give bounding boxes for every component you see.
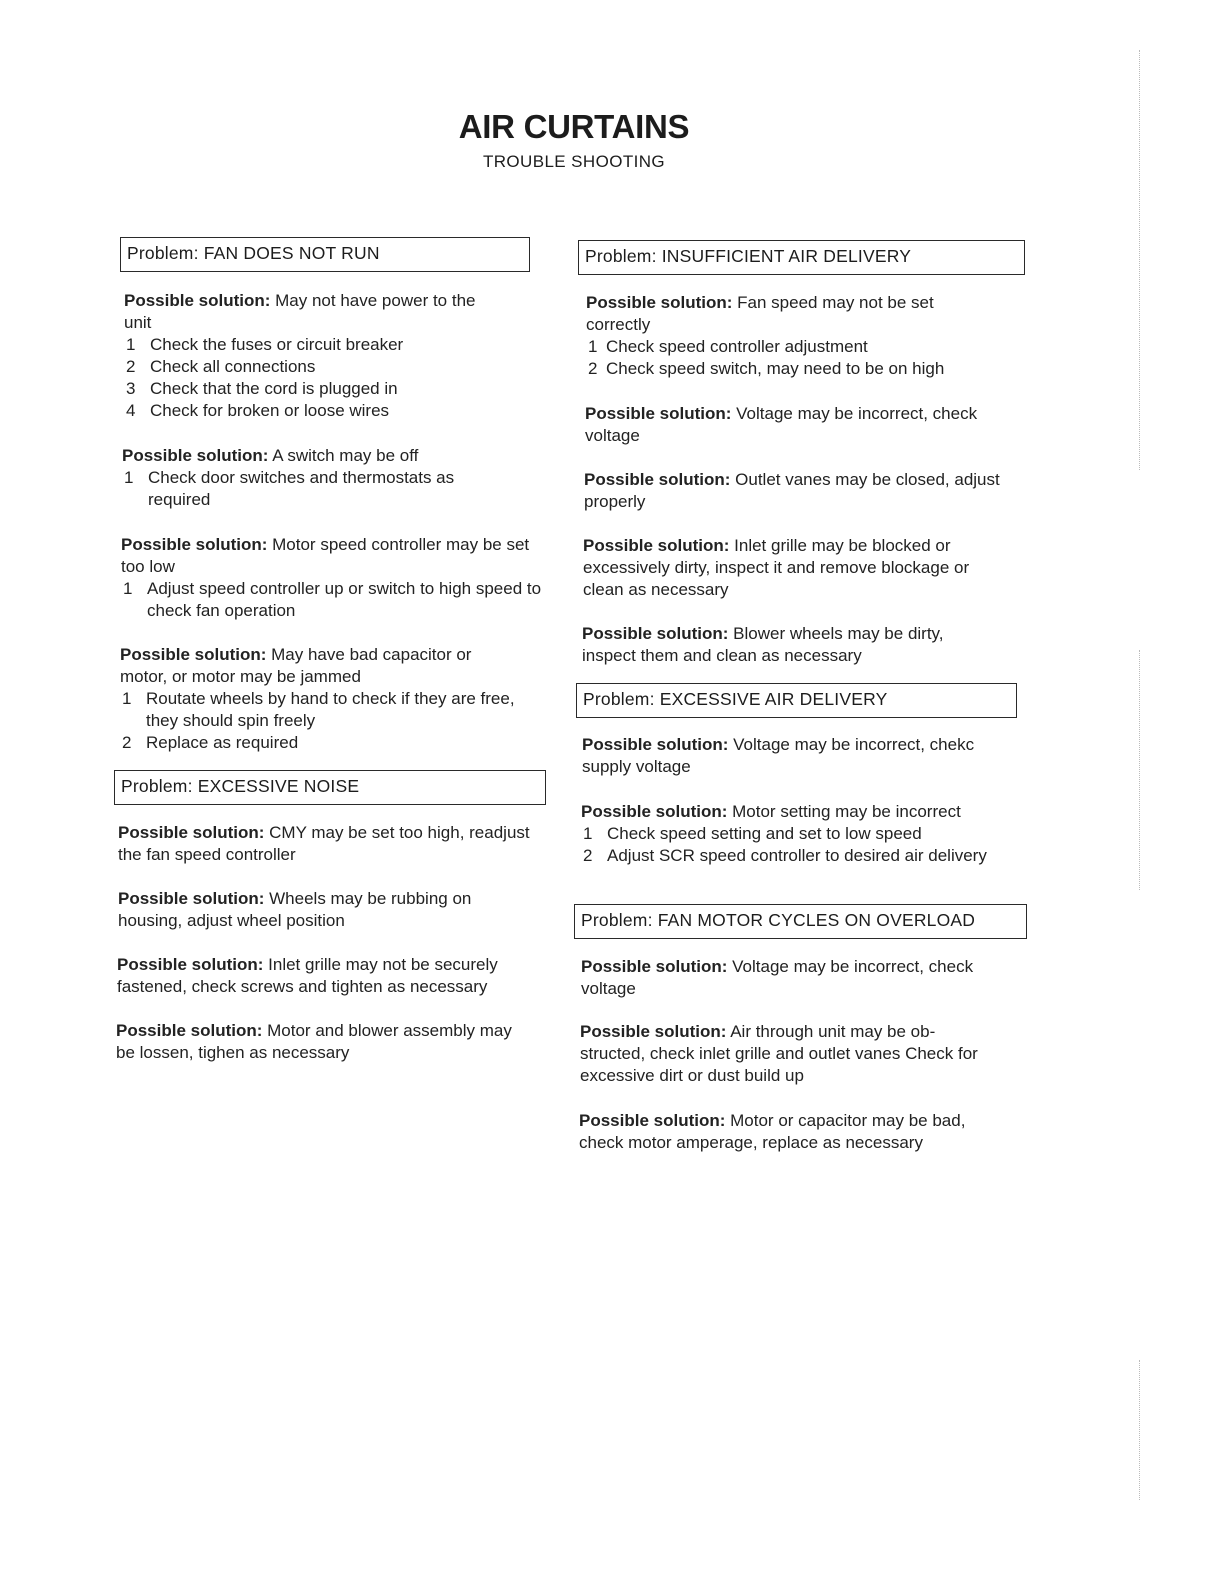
solution-bad-motor: Possible solution: Motor or capacitor may be bad, check motor amperage, replace as necessary [579, 1111, 966, 1152]
solution-text: Voltage may be incorrect, check voltage [581, 957, 974, 998]
solution-voltage-supply: Possible solution: Voltage may be incorrect, chekc supply voltage [582, 735, 975, 776]
scan-edge-dots [1139, 1360, 1140, 1500]
solution-step: 1 Routate wheels by hand to check if they are free, they should spin freely [122, 689, 515, 730]
solution-text: CMY may be set too high, readjust the fan speed controller [118, 823, 530, 864]
solution-cmy-high: Possible solution: CMY may be set too high, readjust the fan speed controller [118, 823, 530, 864]
problem-title: FAN MOTOR CYCLES ON OVERLOAD [657, 910, 976, 930]
solution-step: 1 Adjust speed controller up or switch to high speed to check fan operation [123, 579, 542, 620]
solution-text: Inlet grille may not be securely fastened, check screws and tighten as necessary [117, 955, 498, 996]
page-subtitle: TROUBLE SHOOTING [482, 152, 666, 171]
solution-inlet-grille-loose: Possible solution: Inlet grille may not be securely fastened, check screws and tighten as necessary [117, 955, 498, 996]
solution-switch-off: Possible solution: A switch may be off 1 Check door switches and thermostats as required [122, 445, 502, 511]
problem-title: EXCESSIVE NOISE [197, 776, 360, 796]
solution-text: A switch may be off [272, 446, 419, 465]
solution-wheels-rubbing: Possible solution: Wheels may be rubbing on housing, adjust wheel position [118, 889, 472, 930]
solution-step: 2 Check speed switch, may need to be on high [588, 359, 945, 378]
solution-text: Inlet grille may be blocked or excessively dirty, inspect it and remove blockage or clean as necessary [583, 536, 970, 599]
problem-header-fan-does-not-run [120, 237, 530, 272]
problem-header-excessive-air: Problem: EXCESSIVE AIR DELIVERY [576, 683, 1017, 718]
solution-voltage-2: Possible solution: Voltage may be incorrect, check voltage [581, 957, 974, 998]
solution-step: 2 Check all connections [126, 357, 316, 376]
page-title: AIR CURTAINS [458, 108, 690, 145]
solution-voltage-1: Possible solution: Voltage may be incorrect, check voltage [585, 404, 978, 445]
solution-step: 2 Adjust SCR speed controller to desired air delivery [583, 846, 987, 865]
problem-prefix: Problem: [127, 243, 199, 263]
solution-text: Motor speed controller may be set too low [121, 535, 530, 576]
problem-title: EXCESSIVE AIR DELIVERY [659, 689, 888, 709]
solution-assembly-loose: Possible solution: Motor and blower assembly may be lossen, tighen as necessary [116, 1021, 512, 1062]
solution-step: 1 Check the fuses or circuit breaker [126, 335, 404, 354]
solution-no-power [124, 290, 484, 422]
solution-fan-speed: Possible solution: Fan speed may not be set correctly 1 Check speed controller adjustment 2 Check speed switch, may need to be on high [586, 292, 1006, 380]
solution-text: Motor setting may be incorrect [732, 802, 961, 821]
solution-step: 1 Check speed setting and set to low speed [583, 824, 922, 843]
solution-text: Motor or capacitor may be bad, check motor amperage, replace as necessary [579, 1111, 966, 1152]
solution-step: 4 Check for broken or loose wires [126, 401, 390, 420]
solution-obstructed: Possible solution: Air through unit may be ob-structed, check inlet grille and outlet vanes Check for excessive dirt or dust build up [580, 1022, 978, 1085]
solution-text: Blower wheels may be dirty, inspect them and clean as necessary [582, 624, 944, 665]
problem-header-insufficient-air: Problem: INSUFFICIENT AIR DELIVERY [578, 240, 1025, 275]
solution-text: May not have power to the unit [124, 291, 476, 332]
problem-header-excessive-noise: Problem: EXCESSIVE NOISE [114, 770, 546, 805]
solution-step: 1 Check speed controller adjustment [588, 337, 868, 356]
scan-edge-dots [1139, 50, 1140, 470]
solution-text: Fan speed may not be set correctly [586, 293, 934, 334]
problem-title: FAN DOES NOT RUN [203, 243, 380, 263]
solution-inlet-blocked: Possible solution: Inlet grille may be blocked or excessively dirty, inspect it and remove blockage or clean as necessary [583, 536, 970, 599]
solution-outlet-vanes: Possible solution: Outlet vanes may be closed, adjust properly [584, 470, 1000, 511]
solution-step: 2 Replace as required [122, 733, 299, 752]
solution-text: Motor and blower assembly may be lossen, tighen as necessary [116, 1021, 512, 1062]
problem-header-overload: Problem: FAN MOTOR CYCLES ON OVERLOAD [574, 904, 1027, 939]
solution-text: Voltage may be incorrect, chekc supply voltage [582, 735, 975, 776]
solution-text: Voltage may be incorrect, check voltage [585, 404, 978, 445]
solution-blower-dirty: Possible solution: Blower wheels may be dirty, inspect them and clean as necessary [582, 624, 944, 665]
solution-step: 3 Check that the cord is plugged in [126, 379, 398, 398]
solution-text: Outlet vanes may be closed, adjust properly [584, 470, 1000, 511]
solution-text: Wheels may be rubbing on housing, adjust wheel position [118, 889, 472, 930]
solution-motor-setting: Possible solution: Motor setting may be incorrect 1 Check speed setting and set to low speed 2 Adjust SCR speed controller to desired air delivery [581, 801, 1011, 867]
solution-speed-low: Possible solution: Motor speed controller may be set too low 1 Adjust speed controller up or switch to high speed to check fan operation [121, 534, 546, 622]
scan-edge-dots [1139, 650, 1140, 890]
solution-text: Air through unit may be ob-structed, check inlet grille and outlet vanes Check for excessive dirt or dust build up [580, 1022, 978, 1085]
solution-bad-capacitor: Possible solution: May have bad capacitor or motor, or motor may be jammed 1 Routate wheels by hand to check if they are free, they should spin freely 2 Replace as required [120, 644, 520, 754]
solution-text: May have bad capacitor or motor, or motor may be jammed [120, 645, 472, 686]
problem-title: INSUFFICIENT AIR DELIVERY [661, 246, 912, 266]
solution-step: 1 Check door switches and thermostats as required [124, 468, 455, 509]
solution-prefix: Possible solution: [124, 291, 271, 310]
